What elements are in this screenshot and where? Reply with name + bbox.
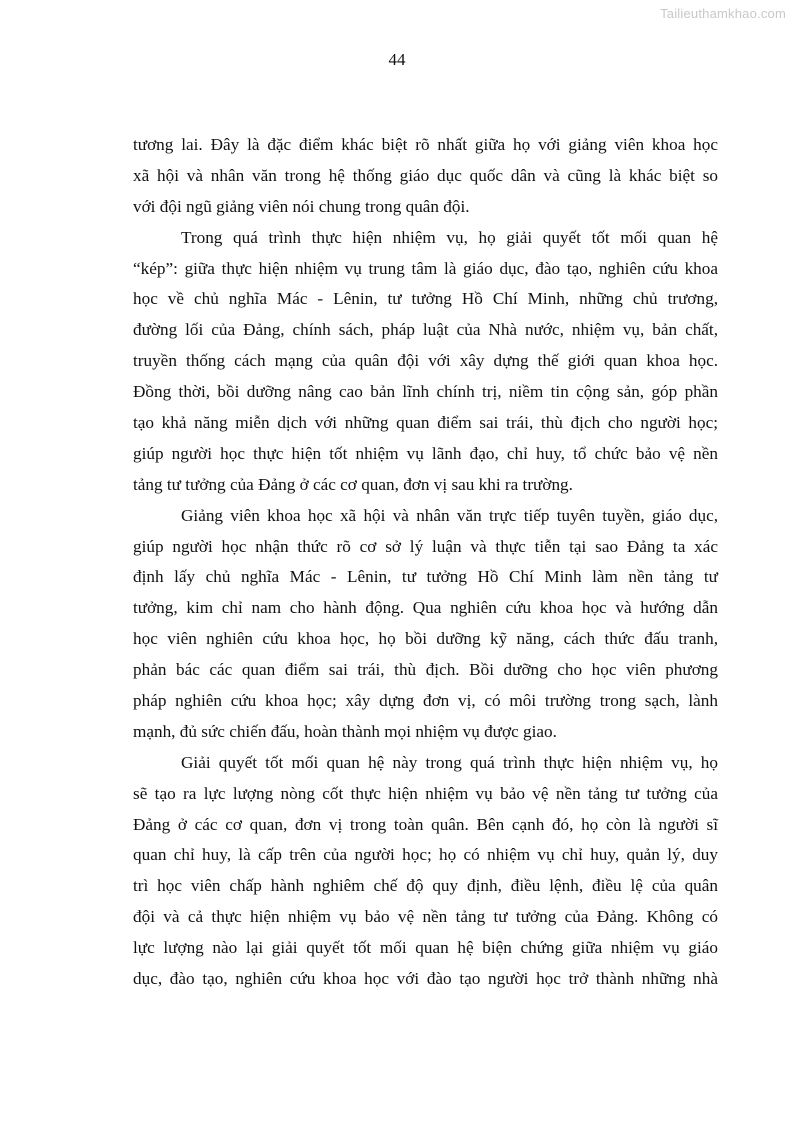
text-line: “kép”: giữa thực hiện nhiệm vụ trung tâm là giáo dục, đào tạo, nghiên cứu khoa	[133, 258, 718, 278]
text-line: tưởng, kim chỉ nam cho hành động. Qua nghiên cứu khoa học và hướng dẫn	[133, 598, 718, 618]
text-line: đội và cả thực hiện nhiệm vụ bảo vệ nền tảng tư tưởng của Đảng. Không có	[133, 907, 718, 927]
text-line: xã hội và nhân văn trong hệ thống giáo dục quốc dân và cũng là khác biệt so	[133, 165, 718, 185]
watermark: Tailieuthamkhao.com	[660, 6, 786, 21]
text-line: quan chỉ huy, là cấp trên của người học; họ có nhiệm vụ chỉ huy, quản lý, duy	[133, 845, 718, 865]
text-line: Giải quyết tốt mối quan hệ này trong quá trình thực hiện nhiệm vụ, họ	[181, 752, 718, 772]
text-line: giúp người học thực hiện tốt nhiệm vụ lãnh đạo, chỉ huy, tổ chức bảo vệ nền	[133, 443, 718, 463]
text-line: mạnh, đủ sức chiến đấu, hoàn thành mọi nhiệm vụ được giao.	[133, 721, 557, 741]
text-line: Trong quá trình thực hiện nhiệm vụ, họ giải quyết tốt mối quan hệ	[181, 227, 718, 247]
text-line: dục, đào tạo, nghiên cứu khoa học với đào tạo người học trở thành những nhà	[133, 969, 718, 989]
text-line: với đội ngũ giảng viên nói chung trong quân đội.	[133, 196, 470, 216]
text-line: Đảng ở các cơ quan, đơn vị trong toàn quân. Bên cạnh đó, họ còn là người sĩ	[133, 814, 718, 834]
text-line: phản bác các quan điểm sai trái, thù địch. Bồi dưỡng cho học viên phương	[133, 660, 718, 680]
text-line: đường lối của Đảng, chính sách, pháp luật của Nhà nước, nhiệm vụ, bản chất,	[133, 320, 718, 340]
text-line: truyền thống cách mạng của quân đội với xây dựng thế giới quan khoa học.	[133, 351, 718, 371]
text-line: Giảng viên khoa học xã hội và nhân văn trực tiếp tuyên tuyền, giáo dục,	[181, 505, 718, 525]
text-line: sẽ tạo ra lực lượng nòng cốt thực hiện nhiệm vụ bảo vệ nền tảng tư tưởng của	[133, 783, 718, 803]
text-line: lực lượng nào lại giải quyết tốt mối quan hệ biện chứng giữa nhiệm vụ giáo	[133, 938, 718, 958]
text-line: Đồng thời, bồi dưỡng nâng cao bản lĩnh chính trị, niềm tin cộng sản, góp phần	[133, 382, 718, 402]
text-line: giúp người học nhận thức rõ cơ sở lý luận và thực tiễn tại sao Đảng ta xác	[133, 536, 718, 556]
text-line: trì học viên chấp hành nghiêm chế độ quy định, điều lệnh, điều lệ của quân	[133, 876, 718, 896]
text-line: tảng tư tưởng của Đảng ở các cơ quan, đơn vị sau khi ra trường.	[133, 474, 573, 494]
text-line: định lấy chủ nghĩa Mác - Lênin, tư tưởng Hồ Chí Minh làm nền tảng tư	[133, 567, 718, 587]
text-line: học viên nghiên cứu khoa học, họ bồi dưỡng kỹ năng, cách thức đấu tranh,	[133, 629, 718, 649]
page-number: 44	[388, 50, 406, 69]
text-line: pháp nghiên cứu khoa học; xây dựng đơn vị, có môi trường trong sạch, lành	[133, 691, 718, 711]
body-text	[133, 130, 718, 995]
text-line: tương lai. Đây là đặc điểm khác biệt rõ nhất giữa họ với giảng viên khoa học	[133, 135, 718, 154]
text-line: tạo khả năng miễn dịch với những quan điểm sai trái, thù địch cho người học;	[133, 413, 718, 433]
text-line: học về chủ nghĩa Mác - Lênin, tư tưởng Hồ Chí Minh, những chủ trương,	[133, 289, 718, 309]
